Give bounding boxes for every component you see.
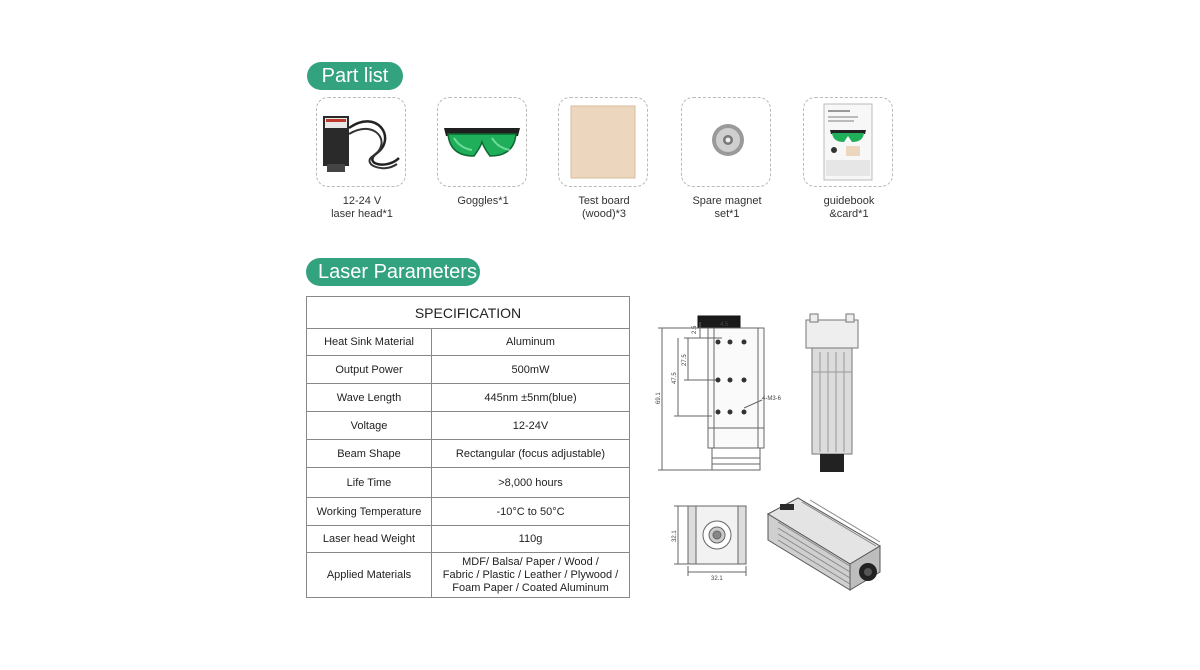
table-row xyxy=(307,412,630,440)
goggles-icon xyxy=(438,98,526,186)
side-view-drawing xyxy=(800,312,864,478)
laser-parameters-heading: Laser Parameters xyxy=(306,258,480,286)
dimension-label: 32.1 xyxy=(672,530,678,542)
front-view-drawing xyxy=(652,308,792,484)
table-row xyxy=(307,356,630,384)
spec-label: Life Time xyxy=(307,468,432,498)
spec-label: Laser head Weight xyxy=(307,526,432,553)
part-item-goggles xyxy=(437,97,529,208)
dimension-label: 2.5 xyxy=(692,325,698,334)
specification-table xyxy=(306,296,630,598)
table-row xyxy=(307,526,630,553)
table-row xyxy=(307,329,630,356)
laser-head-icon xyxy=(317,98,405,186)
spec-label: Voltage xyxy=(307,412,432,440)
table-row xyxy=(307,384,630,412)
magnet-icon xyxy=(682,98,770,186)
table-row xyxy=(307,498,630,526)
spec-label: Heat Sink Material xyxy=(307,329,432,356)
guidebook-thumbnail xyxy=(803,97,893,187)
spec-label: Output Power xyxy=(307,356,432,384)
part-caption: 12-24 V laser head*1 xyxy=(331,195,393,220)
part-item-guidebook xyxy=(803,97,895,221)
hole-spec-label: 4-M3-6 xyxy=(762,396,782,402)
goggles-thumbnail xyxy=(437,97,527,187)
part-item-magnet xyxy=(681,97,773,221)
spec-value: -10°C to 50°C xyxy=(432,498,630,526)
part-caption: guidebook &card*1 xyxy=(823,195,875,220)
spec-value: 500mW xyxy=(432,356,630,384)
spec-label: Beam Shape xyxy=(307,440,432,468)
spec-label: Wave Length xyxy=(307,384,432,412)
spec-value: Rectangular (focus adjustable) xyxy=(432,440,630,468)
spec-value: 12-24V xyxy=(432,412,630,440)
table-row xyxy=(307,440,630,468)
spec-value: 445nm ±5nm(blue) xyxy=(432,384,630,412)
dimension-label: 69.1 xyxy=(656,392,662,404)
bottom-view-drawing xyxy=(666,500,758,582)
spec-value: MDF/ Balsa/ Paper / Wood / Fabric / Plastic / Leather / Plywood / Foam Paper / Coated Aluminum xyxy=(432,553,630,598)
table-row xyxy=(307,468,630,498)
dimension-label: 32.1 xyxy=(711,576,723,582)
guidebook-icon xyxy=(804,98,892,186)
magnet-thumbnail xyxy=(681,97,771,187)
laser-head-thumbnail xyxy=(316,97,406,187)
part-item-test-board xyxy=(558,97,650,221)
part-item-laser-head xyxy=(316,97,408,221)
dimension-label: 47.5 xyxy=(672,372,678,384)
wood-board-icon xyxy=(559,98,647,186)
perspective-view-drawing xyxy=(762,494,888,598)
spec-label: Working Temperature xyxy=(307,498,432,526)
part-list-heading: Part list xyxy=(307,62,403,90)
specification-title: SPECIFICATION xyxy=(307,297,630,329)
spec-label: Applied Materials xyxy=(307,553,432,598)
table-row xyxy=(307,553,630,598)
dimension-label: 4.5 xyxy=(720,322,729,328)
spec-value: 110g xyxy=(432,526,630,553)
part-caption: Spare magnet set*1 xyxy=(692,195,762,220)
dimension-label: 27.5 xyxy=(682,354,688,366)
part-caption: Goggles*1 xyxy=(457,195,509,207)
test-board-thumbnail xyxy=(558,97,648,187)
spec-value: >8,000 hours xyxy=(432,468,630,498)
spec-value: Aluminum xyxy=(432,329,630,356)
part-caption: Test board (wood)*3 xyxy=(578,195,630,220)
